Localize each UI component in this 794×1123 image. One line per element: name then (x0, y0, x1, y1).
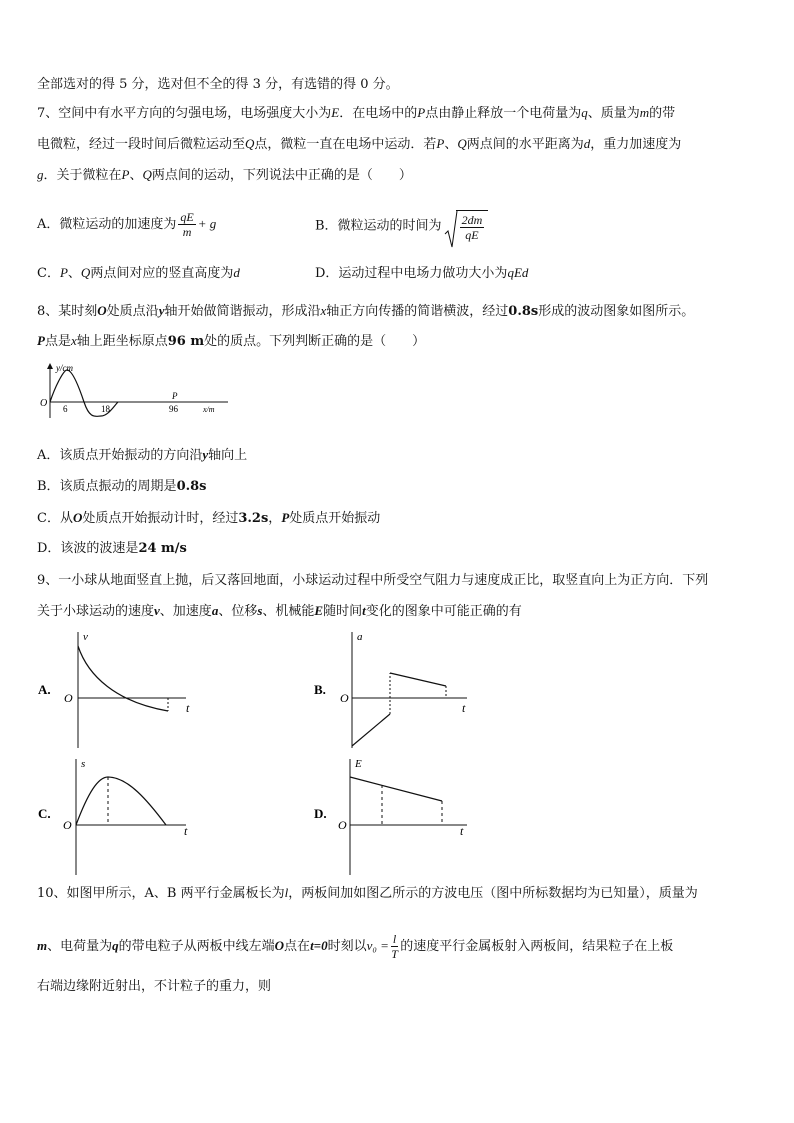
value-t0: t=0 (310, 938, 328, 953)
q7-text: 电微粒，经过一段时间后微粒运动至 (37, 137, 246, 152)
option-d-text: D．该波的波速是 (37, 541, 139, 556)
sym-O: O (72, 510, 83, 525)
q7-option-d[interactable] (315, 264, 528, 283)
frac-num: l (392, 932, 397, 946)
tick-96: 96 (169, 404, 178, 414)
q7-text: 、 (444, 137, 458, 152)
graph-d-t-label: t (460, 824, 464, 838)
option-c-tail: 处质点开始振动 (289, 511, 381, 526)
q9-text: 随时间 (323, 604, 363, 619)
q7-text: 、 (129, 168, 143, 183)
q8-option-d[interactable] (37, 540, 187, 558)
q7-text: 两点间的水平距离为 (466, 137, 584, 152)
graph-c-origin: O (63, 818, 72, 832)
graph-c-label: C. (38, 806, 51, 821)
option-d-value: 24 m/s (138, 541, 187, 556)
q8-text: 轴开始做简谐振动，形成沿 (164, 304, 321, 319)
fraction-qE-m (178, 210, 195, 239)
graph-a-t-label: t (186, 701, 190, 715)
q10-stem-line-3 (37, 978, 271, 996)
graph-d-energy (312, 755, 482, 877)
sym-x: x (320, 303, 327, 318)
q7-option-c[interactable] (37, 264, 240, 283)
graph-b-segment-1 (352, 714, 390, 746)
q9-text: 关于小球运动的速度 (37, 604, 155, 619)
sym-g: g (37, 167, 44, 182)
graph-c-curve (76, 777, 166, 825)
q10-text: 10、如图甲所示，A、B 两平行金属板长为 (37, 886, 285, 901)
option-a-text: A．该质点开始振动的方向沿 (37, 448, 203, 463)
sym-d: d (233, 265, 240, 280)
q9-text: 、机械能 (262, 604, 315, 619)
q10-text: 的带电粒子从两板中线左端 (118, 939, 275, 954)
q7-stem-line-2 (37, 135, 681, 154)
graph-b-segment-2 (390, 673, 446, 686)
option-c-text: 、 (67, 266, 81, 281)
sym-Q: Q (142, 167, 152, 182)
sym-l: l (284, 885, 289, 900)
q10-text: 时刻以 (327, 939, 367, 954)
q9-stem-line-1 (37, 572, 708, 590)
fraction-2dm-qE (460, 213, 485, 242)
q7-stem-line-1 (37, 104, 675, 123)
q8-text: 处质点沿 (106, 304, 159, 319)
q7-text: 两点间的运动，下列说法中正确的是（ ） (151, 168, 412, 183)
sym-P: P (121, 167, 130, 182)
option-b-text: B．该质点振动的周期是 (37, 479, 177, 494)
q8-text: 处的质点。下列判断正确的是（ ） (204, 334, 426, 349)
q8-stem-line-1 (37, 302, 694, 321)
origin-label: O (40, 398, 48, 409)
q7-text: 7、空间中有水平方向的匀强电场，电场强度大小为 (37, 106, 332, 121)
frac-num: 2dm (461, 213, 483, 227)
q7-option-b[interactable] (315, 210, 488, 242)
graph-a-curve (78, 646, 168, 711)
sym-m: m (37, 938, 48, 953)
sym-O: O (274, 938, 285, 953)
tick-6: 6 (63, 404, 68, 414)
sym-m: m (639, 105, 650, 120)
q10-text: 、电荷量为 (47, 939, 113, 954)
value-0.8s: 0.8s (508, 304, 539, 319)
graph-d-line (350, 777, 442, 801)
q10-stem-line-2 (37, 932, 673, 961)
option-c-text: 两点间对应的竖直高度为 (90, 266, 234, 281)
q8-option-c[interactable]: C．从O处质点开始振动计时，经过3.2s，P处质点开始振动 (37, 510, 381, 526)
sym-P: P (281, 510, 290, 525)
frac-num: qE (180, 210, 194, 224)
q7-text: ，重力加速度为 (590, 137, 682, 152)
value-96m: 96 m (167, 334, 205, 349)
sym-Q: Q (245, 136, 255, 151)
q8-text: 点是 (44, 334, 71, 349)
q7-text: ．关于微粒在 (43, 168, 122, 183)
sqrt-expression (444, 210, 489, 242)
sym-y: y (202, 447, 209, 462)
q9-stem-line-2 (37, 602, 522, 621)
graph-d-y-label: E (355, 758, 362, 770)
sym-E: E (314, 603, 324, 618)
sym-a: a (211, 603, 219, 618)
option-d-label: D．运动过程中电场力做功大小为 (315, 266, 508, 281)
q7-text: 点，微粒一直在电场中运动．若 (254, 137, 437, 152)
graph-b-t-label: t (462, 701, 466, 715)
graph-a-y-label: v (83, 631, 88, 643)
sym-O: O (97, 303, 107, 318)
y-axis-label: y/cm (56, 363, 73, 373)
q7-text: 、质量为 (587, 106, 640, 121)
q10-stem-line-1 (37, 884, 698, 903)
q9-text: 9、一小球从地面竖直上抛，后又落回地面，小球运动过程中所受空气阻力与速度成正比，取竖直向上为正方向．下列 (37, 573, 709, 588)
option-b-label: B．微粒运动的时间为 (315, 218, 442, 234)
sym-y: y (158, 303, 165, 318)
frac-den: qE (465, 228, 479, 242)
sym-v: v (154, 603, 160, 618)
sym-q: q (581, 105, 588, 120)
q10-text: ，两板间加如图乙所示的方波电压（图中所标数据均为已知量），质量为 (288, 886, 698, 901)
frac-den: T (391, 947, 398, 961)
q9-text: 、位移 (218, 604, 258, 619)
q8-text: 轴正方向传播的简谐横波，经过 (326, 304, 509, 319)
option-d-value: qEd (507, 265, 529, 280)
sym-t: t (362, 603, 366, 618)
instruction-text: 全部选对的得 5 分，选对但不全的得 3 分，有选错的得 0 分。 (37, 77, 399, 92)
point-P-label: P (172, 391, 178, 401)
graph-c-displacement (36, 755, 206, 877)
q7-text: ．在电场中的 (339, 106, 418, 121)
graph-b-origin: O (340, 691, 349, 705)
sqrt-sign-icon (444, 210, 458, 248)
sym-d: d (583, 136, 591, 151)
option-a-label: A．微粒运动的加速度为 (37, 217, 177, 232)
q10-text: 右端边缘附近射出，不计粒子的重力，则 (37, 979, 272, 994)
graph-a-origin: O (64, 691, 73, 705)
q8-option-b[interactable] (37, 478, 207, 496)
option-b-value: 0.8s (176, 479, 207, 494)
sym-v0: v₀ = (366, 938, 389, 953)
graph-d-label: D. (314, 806, 327, 821)
x-axis-label: x/m (203, 405, 215, 414)
option-c-label: C． (37, 266, 60, 281)
q7-text: 点由静止释放一个电荷量为 (425, 106, 582, 121)
graph-b-label: B. (314, 682, 326, 697)
fraction-l-T (391, 932, 398, 961)
q8-text: 轴上距坐标原点 (76, 334, 168, 349)
option-c-value: 3.2s (238, 511, 269, 526)
q9-text: 、加速度 (159, 604, 212, 619)
instruction-line (37, 76, 399, 94)
q7-text: 的带 (649, 106, 676, 121)
graph-a-velocity (36, 628, 206, 750)
sym-s: s (257, 603, 263, 618)
sym-P: P (417, 105, 426, 120)
option-c-text: 处质点开始振动计时，经过 (82, 511, 239, 526)
sym-P: P (436, 136, 445, 151)
graph-c-y-label: s (81, 758, 86, 770)
q10-text: 点在 (284, 939, 311, 954)
graph-d-origin: O (338, 818, 347, 832)
sym-q: q (112, 938, 119, 953)
option-a-tail: + g (197, 216, 217, 231)
q8-stem-line-2 (37, 332, 425, 351)
sym-Q: Q (80, 265, 91, 280)
graph-a-label: A. (38, 682, 51, 697)
wave-graph (36, 360, 236, 420)
sym-P: P (59, 265, 68, 280)
sym-Q: Q (457, 136, 467, 151)
graph-b-acceleration (312, 628, 482, 750)
frac-den: m (182, 225, 192, 239)
q9-text: 变化的图象中可能正确的有 (365, 604, 522, 619)
q8-text: 形成的波动图象如图所示。 (538, 304, 695, 319)
q10-text: 的速度平行金属板射入两板间，结果粒子在上板 (400, 939, 674, 954)
option-c-text: C．从 (37, 511, 73, 526)
graph-c-t-label: t (184, 824, 188, 838)
graph-b-y-label: a (357, 631, 363, 643)
tick-18: 18 (101, 404, 110, 414)
sym-x: x (70, 333, 77, 348)
q7-option-a[interactable] (37, 210, 216, 239)
q8-text: 8、某时刻 (37, 304, 98, 319)
q8-option-a[interactable] (37, 446, 247, 465)
option-a-tail: 轴向上 (208, 448, 248, 463)
sym-E: E (331, 105, 340, 120)
sym-P: P (37, 333, 45, 348)
q7-stem-line-3 (37, 166, 412, 185)
